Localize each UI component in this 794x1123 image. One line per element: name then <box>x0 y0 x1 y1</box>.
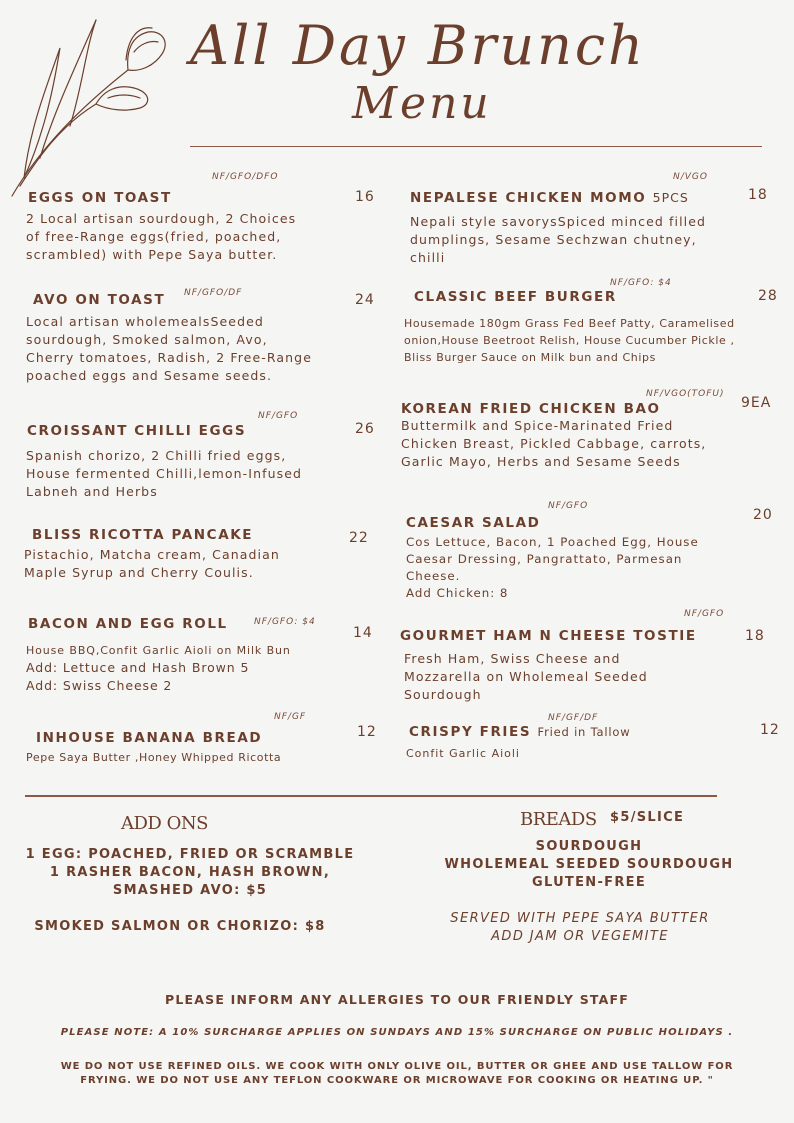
flower-illustration-icon <box>0 8 170 198</box>
item-description: House BBQ,Confit Garlic Aioli on Milk Bun Add: Lettuce and Hash Brown 5 Add: Swiss Cheese 2 <box>26 644 291 693</box>
item-name: INHOUSE BANANA BREAD <box>36 730 263 746</box>
item-price: 9EA <box>741 395 772 411</box>
dietary-tag: NF/GFO/DF <box>184 288 243 298</box>
item-name: BACON AND EGG ROLL <box>28 616 228 632</box>
addons-title: ADD ONS <box>121 813 208 834</box>
item-description: Housemade 180gm Grass Fed Beef Patty, Caramelised onion,House Beetroot Relish, House Cucumber Pickle , Bliss Burger Sauce on Milk bun and Chips <box>404 317 735 364</box>
menu-subtitle: Menu <box>352 78 492 129</box>
dietary-tag: NF/GFO/DFO <box>212 172 279 182</box>
item-price: 14 <box>353 625 373 641</box>
menu-title: All Day Brunch <box>190 14 646 77</box>
item-price: 18 <box>748 187 768 203</box>
item-name: AVO ON TOAST <box>33 292 166 308</box>
item-description: Local artisan wholemealsSeeded sourdough, Smoked salmon, Avo, Cherry tomatoes, Radish, 2 Free-Range poached eggs and Sesame seeds. <box>26 314 312 383</box>
item-name: CLASSIC BEEF BURGER <box>414 289 617 305</box>
item-price: 18 <box>745 628 765 644</box>
addons-extra: SMOKED SALMON OR CHORIZO: $8 <box>34 919 326 934</box>
dietary-tag: NF/GFO <box>258 411 299 421</box>
item-name: CAESAR SALAD <box>406 515 541 531</box>
item-description: Buttermilk and Spice-Marinated Fried Chicken Breast, Pickled Cabbage, carrots, Garlic Mayo, Herbs and Sesame Seeds <box>401 418 707 469</box>
breads-price: $5/SLICE <box>610 810 685 825</box>
addons-list: 1 EGG: POACHED, FRIED OR SCRAMBLE 1 RASHER BACON, HASH BROWN, SMASHED AVO: $5 <box>25 847 355 898</box>
item-price: 26 <box>355 421 375 437</box>
dietary-tag: N/VGO <box>673 172 708 182</box>
dietary-tag: NF/GFO: $4 <box>254 617 316 627</box>
item-description: Cos Lettuce, Bacon, 1 Poached Egg, House Caesar Dressing, Pangrattato, Parmesan Cheese. Add Chicken: 8 <box>406 535 699 600</box>
item-name: CROISSANT CHILLI EGGS <box>27 423 247 439</box>
breads-notes: SERVED WITH PEPE SAYA BUTTER ADD JAM OR VEGEMITE <box>450 911 710 944</box>
allergy-notice: PLEASE INFORM ANY ALLERGIES TO OUR FRIENDLY STAFF <box>164 992 630 1007</box>
surcharge-notice: PLEASE NOTE: A 10% SURCHARGE APPLIES ON SUNDAYS AND 15% SURCHARGE ON PUBLIC HOLIDAYS . <box>60 1027 734 1038</box>
item-name: KOREAN FRIED CHICKEN BAO <box>401 401 661 417</box>
item-name: CRISPY FRIES Fried in Tallow <box>409 724 631 740</box>
dietary-tag: NF/GF/DF <box>548 713 599 723</box>
item-description: 2 Local artisan sourdough, 2 Choices of free-Range eggs(fried, poached, scrambled) with Pepe Saya butter. <box>26 211 297 262</box>
item-description: Fresh Ham, Swiss Cheese and Mozzarella on Wholemeal Seeded Sourdough <box>404 651 648 702</box>
item-description: Spanish chorizo, 2 Chilli fried eggs, House fermented Chilli,lemon-Infused Labneh and Herbs <box>26 448 303 499</box>
dietary-tag: NF/GFO: $4 <box>610 278 672 288</box>
header-divider <box>190 146 762 147</box>
item-price: 12 <box>357 724 377 740</box>
item-description: Pistachio, Matcha cream, Canadian Maple Syrup and Cherry Coulis. <box>24 547 280 580</box>
item-name: EGGS ON TOAST <box>28 190 172 206</box>
item-name: NEPALESE CHICKEN MOMO 5PCS <box>410 190 689 206</box>
item-name: BLISS RICOTTA PANCAKE <box>32 527 254 543</box>
breads-list: SOURDOUGH WHOLEMEAL SEEDED SOURDOUGH GLUTEN-FREE <box>444 839 734 890</box>
item-price: 28 <box>758 288 778 304</box>
item-price: 16 <box>355 189 375 205</box>
item-description: Confit Garlic Aioli <box>406 747 520 760</box>
dietary-tag: NF/GFO <box>684 609 725 619</box>
item-name: GOURMET HAM N CHEESE TOSTIE <box>400 628 697 644</box>
item-price: 22 <box>349 530 369 546</box>
dietary-tag: NF/GFO <box>548 501 589 511</box>
cooking-notice: WE DO NOT USE REFINED OILS. WE COOK WITH ONLY OLIVE OIL, BUTTER OR GHEE AND USE TALLOW FOR FRYING. WE DO NOT USE ANY TEFLON COOKWARE OR MICROWAVE FOR COOKING OR HEATING UP. " <box>60 1061 734 1086</box>
item-price: 24 <box>355 292 375 308</box>
dietary-tag: NF/GF <box>274 712 307 722</box>
item-description: Nepali style savorysSpiced minced filled dumplings, Sesame Sechzwan chutney, chilli <box>410 214 707 265</box>
section-divider <box>25 795 717 797</box>
item-price: 20 <box>753 507 773 523</box>
breads-title: BREADS <box>520 809 597 830</box>
item-description: Pepe Saya Butter ,Honey Whipped Ricotta <box>26 751 282 764</box>
dietary-tag: NF/VGO(TOFU) <box>646 389 725 399</box>
item-price: 12 <box>760 722 780 738</box>
